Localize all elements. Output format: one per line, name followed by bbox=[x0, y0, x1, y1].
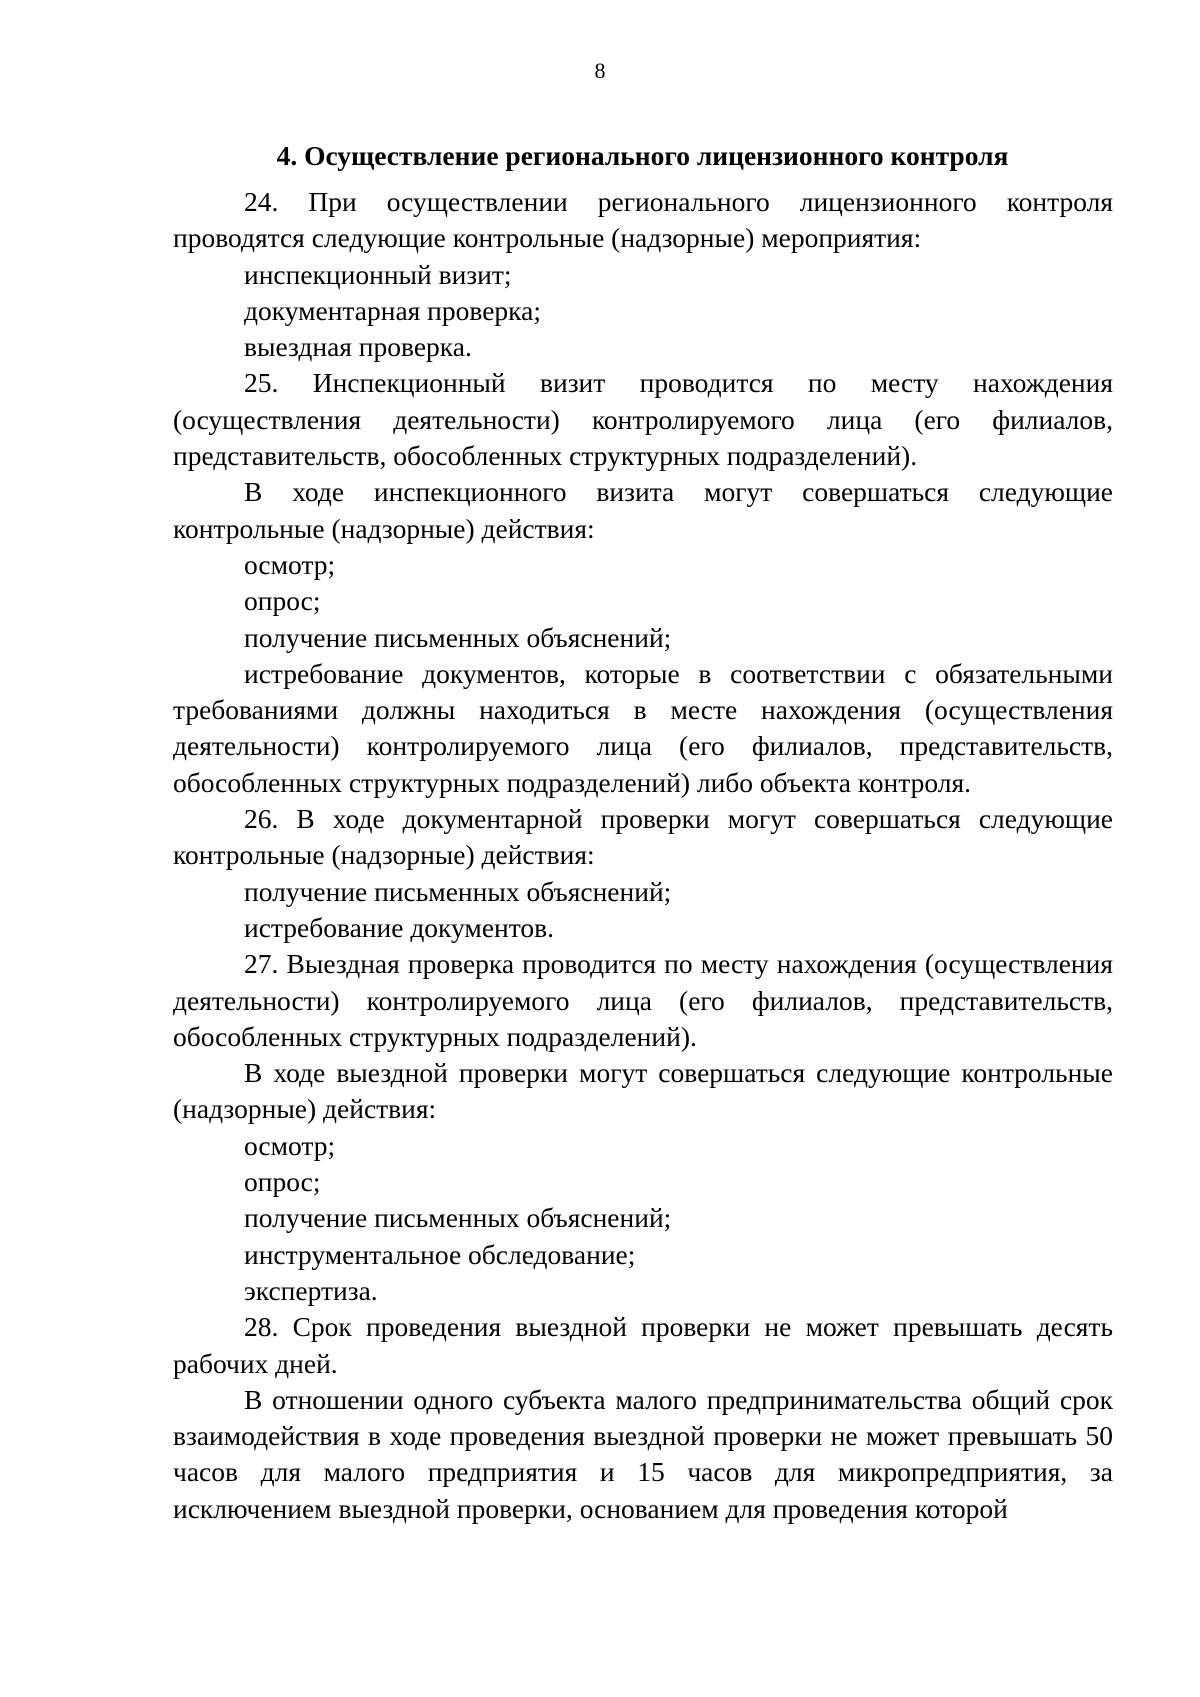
list-item: получение письменных объяснений; bbox=[244, 621, 672, 653]
paragraph-28: 28. Срок проведения выездной проверки не может превышать десять рабочих дней. bbox=[173, 1311, 1113, 1379]
list-item: выездная проверка. bbox=[244, 331, 472, 363]
list-item: инспекционный визит; bbox=[244, 258, 512, 290]
paragraph-24: 24. При осуществлении регионального лицензионного контроля проводятся следующие контрольные (надзорные) мероприятия: bbox=[173, 186, 1113, 254]
list-item: опрос; bbox=[244, 585, 321, 617]
list-item: документарная проверка; bbox=[244, 294, 541, 326]
paragraph-25: 25. Инспекционный визит проводится по месту нахождения (осуществления деятельности) контролируемого лица (его филиалов, представительств, обособленных структурных подразделений). bbox=[173, 367, 1113, 472]
document-body bbox=[173, 184, 1113, 1527]
list-item: инструментальное обследование; bbox=[244, 1238, 636, 1270]
list-item: осмотр; bbox=[244, 1129, 336, 1161]
paragraph: В отношении одного субъекта малого предпринимательства общий срок взаимодействия в ходе проведения выездной проверки не может превышать 50 часов для малого предприятия и 15 часов для микропредприятия, за исключением выездной проверки, основанием для проведения которой bbox=[173, 1383, 1113, 1524]
list-item: опрос; bbox=[244, 1166, 321, 1198]
list-item: истребование документов, которые в соответствии с обязательными требованиями должны находиться в месте нахождения (осуществления деятельности) контролируемого лица (его филиалов, представительств, обособленных структурных подразделений) либо объекта контроля. bbox=[173, 657, 1113, 798]
list-item: истребование документов. bbox=[244, 911, 555, 943]
list-item: получение письменных объяснений; bbox=[244, 875, 672, 907]
list-item: получение письменных объяснений; bbox=[244, 1202, 672, 1234]
paragraph: В ходе выездной проверки могут совершаться следующие контрольные (надзорные) действия: bbox=[173, 1057, 1113, 1125]
list-item: экспертиза. bbox=[244, 1274, 378, 1306]
paragraph: В ходе инспекционного визита могут совершаться следующие контрольные (надзорные) действия: bbox=[173, 476, 1113, 544]
section-heading: 4. Осуществление регионального лицензионного контроля bbox=[276, 139, 1009, 171]
paragraph-27: 27. Выездная проверка проводится по месту нахождения (осуществления деятельности) контролируемого лица (его филиалов, представительств, обособленных структурных подразделений). bbox=[173, 948, 1113, 1052]
page-number: 8 bbox=[594, 58, 606, 83]
paragraph-26: 26. В ходе документарной проверки могут совершаться следующие контрольные (надзорные) действия: bbox=[173, 803, 1113, 871]
list-item: осмотр; bbox=[244, 548, 336, 580]
